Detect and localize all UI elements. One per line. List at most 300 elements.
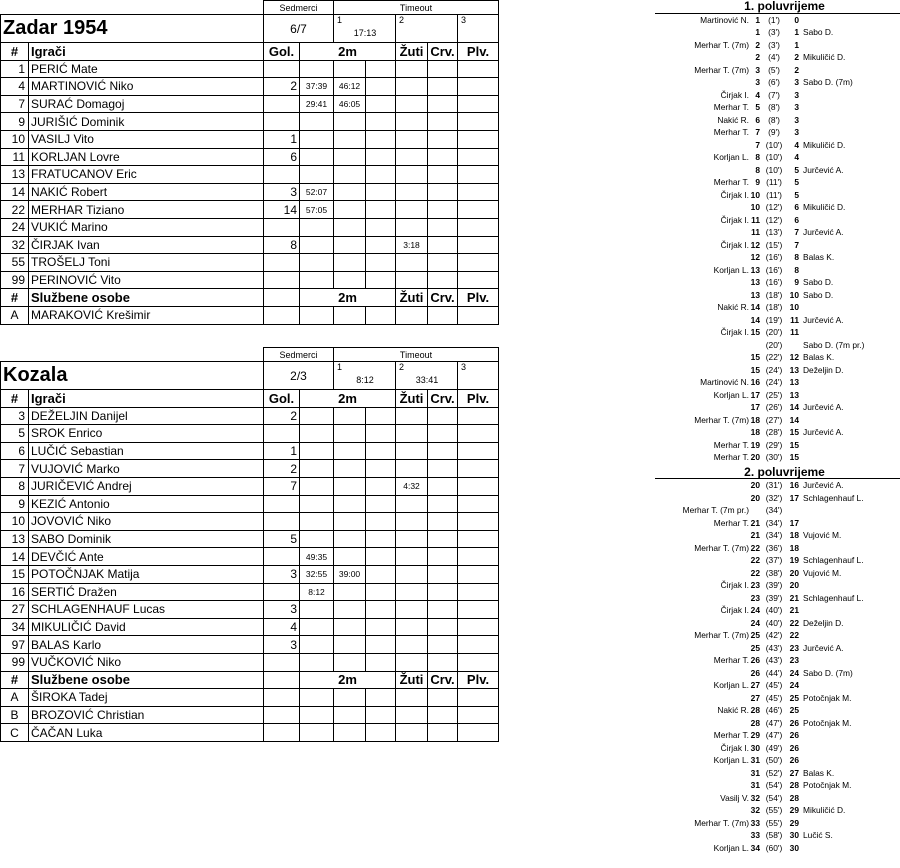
red-card [428, 636, 458, 654]
yellow-card [396, 218, 428, 236]
suspension-3 [366, 495, 396, 513]
player-goals [264, 95, 300, 113]
event-minute: (16') [765, 277, 783, 287]
player-goals: 1 [264, 130, 300, 148]
event-away-score: 17 [789, 517, 799, 528]
event-minute: (49') [765, 742, 783, 753]
timeout-number: 1 [337, 15, 343, 25]
red-card [428, 407, 458, 425]
event-home-scorer: Merhar T. [713, 730, 749, 740]
event-away-scorer: Vujović M. [803, 567, 842, 578]
yellow-card: 3:18 [396, 236, 428, 254]
event-row [655, 164, 900, 177]
yellow-card [396, 113, 428, 131]
event-home-score: 33 [750, 830, 760, 840]
player-number: 10 [1, 130, 29, 148]
yellow-card [396, 166, 428, 184]
player-name: FRATUCANOV Eric [29, 166, 264, 184]
event-minute: (54') [765, 792, 783, 803]
event-row [655, 451, 900, 464]
event-home-scorer: Merhar T. (7m) [694, 817, 749, 828]
event-home-scorer: Merhar T. (7m) [694, 630, 749, 640]
player-number: 16 [1, 583, 29, 601]
event-row [655, 214, 900, 227]
red-card [428, 548, 458, 566]
suspension-2 [334, 407, 366, 425]
suspension-3 [366, 130, 396, 148]
event-home-scorer: Korljan L. [713, 389, 749, 400]
suspension-3 [366, 271, 396, 289]
event-away-score: 18 [789, 542, 799, 553]
event-home-score: 8 [755, 152, 760, 162]
suspension-2 [334, 218, 366, 236]
suspension-2 [334, 60, 366, 78]
event-home-score: 20 [750, 492, 760, 503]
player-row [1, 78, 499, 96]
event-away-scorer: Potočnjak M. [803, 780, 852, 790]
suspension-1 [300, 442, 334, 460]
yellow-card [396, 148, 428, 166]
player-row [1, 271, 499, 289]
event-home-score: 2 [755, 39, 760, 50]
blue-card [458, 218, 499, 236]
blue-card [458, 254, 499, 272]
suspension-1 [300, 530, 334, 548]
event-home-scorer: Merhar T. [713, 452, 749, 462]
timeout-number: 3 [461, 15, 467, 25]
player-goals: 2 [264, 78, 300, 96]
player-goals: 5 [264, 530, 300, 548]
event-home-score: 12 [750, 239, 760, 250]
event-home-score: 14 [750, 314, 760, 325]
red-card [428, 130, 458, 148]
red-card [428, 271, 458, 289]
suspension-3 [366, 513, 396, 531]
player-goals [264, 166, 300, 184]
event-home-score: 15 [750, 352, 760, 362]
col-blue: Plv. [458, 671, 499, 689]
suspension-1: 57:05 [300, 201, 334, 219]
col-yellow: Žuti [396, 390, 428, 408]
event-minute: (10') [765, 164, 783, 175]
suspension-1 [300, 618, 334, 636]
suspension-3 [366, 183, 396, 201]
player-goals [264, 60, 300, 78]
col-num: # [1, 671, 29, 689]
suspension-1 [300, 425, 334, 443]
yellow-card [396, 530, 428, 548]
timeout-number: 3 [461, 362, 467, 372]
official-row [1, 706, 499, 724]
event-away-score: 27 [789, 767, 799, 778]
event-row [655, 592, 900, 605]
event-row [655, 617, 900, 630]
event-minute: (7') [768, 89, 780, 100]
event-minute: (16') [765, 264, 783, 275]
yellow-card [396, 618, 428, 636]
player-goals [264, 254, 300, 272]
suspension-3 [366, 583, 396, 601]
event-row [655, 554, 900, 567]
player-number: 34 [1, 618, 29, 636]
suspension-3 [366, 548, 396, 566]
yellow-card [396, 60, 428, 78]
event-minute: (42') [765, 630, 783, 640]
event-home-score: 26 [750, 655, 760, 665]
event-away-scorer: Schlagenhauf L. [803, 592, 864, 603]
col-num: # [1, 43, 29, 61]
yellow-card [396, 548, 428, 566]
col-red: Crv. [428, 289, 458, 307]
event-home-score: 19 [750, 439, 760, 450]
event-home-scorer: Čirjak I. [720, 239, 749, 250]
sedmerci-value: 6/7 [264, 15, 334, 43]
event-minute: (26') [765, 402, 783, 412]
col-2min: 2m [300, 289, 396, 307]
event-minute: (39') [765, 592, 783, 603]
event-minute: (43') [765, 655, 783, 665]
player-name: DEVČIĆ Ante [29, 548, 264, 566]
blue-card [458, 477, 499, 495]
blue-card [458, 495, 499, 513]
suspension-1 [300, 495, 334, 513]
event-minute: (31') [765, 480, 783, 490]
suspension-3 [366, 113, 396, 131]
player-name: ČIRJAK Ivan [29, 236, 264, 254]
event-row [655, 492, 900, 505]
blue-card [458, 513, 499, 531]
event-away-score: 8 [794, 264, 799, 275]
col-red: Crv. [428, 43, 458, 61]
event-row [655, 579, 900, 592]
col-2min: 2m [300, 43, 396, 61]
suspension-3 [366, 254, 396, 272]
event-minute: (3') [768, 27, 780, 37]
half-title: 2. poluvrijeme [655, 466, 900, 480]
event-away-score: 26 [789, 730, 799, 740]
player-row [1, 130, 499, 148]
event-row [655, 76, 900, 89]
event-away-score: 6 [794, 202, 799, 212]
event-away-score: 29 [789, 817, 799, 828]
player-goals: 3 [264, 565, 300, 583]
event-away-scorer: Sabo D. [803, 289, 834, 300]
red-card [428, 513, 458, 531]
event-minute: (10') [765, 139, 783, 150]
blue-card [458, 601, 499, 619]
player-row [1, 636, 499, 654]
official-letter: A [1, 689, 29, 707]
event-home-score: 1 [755, 27, 760, 37]
red-card [428, 60, 458, 78]
player-goals [264, 513, 300, 531]
event-home-score: 1 [755, 14, 760, 25]
event-row [655, 364, 900, 377]
blue-card [458, 130, 499, 148]
suspension-2 [334, 601, 366, 619]
event-away-score: 25 [789, 692, 799, 703]
event-home-score: 24 [750, 617, 760, 628]
event-row [655, 326, 900, 339]
event-away-scorer: Deželjin D. [803, 364, 844, 375]
event-home-score: 13 [750, 277, 760, 287]
player-row [1, 95, 499, 113]
suspension-2 [334, 548, 366, 566]
yellow-card [396, 425, 428, 443]
blue-card [458, 271, 499, 289]
event-minute: (20') [765, 339, 783, 350]
event-home-score: 33 [750, 817, 760, 828]
player-row [1, 565, 499, 583]
player-number: 14 [1, 183, 29, 201]
event-home-score: 6 [755, 114, 760, 125]
suspension-1 [300, 236, 334, 254]
event-home-scorer: Merhar T. [713, 517, 749, 528]
event-row [655, 251, 900, 264]
blue-card [458, 636, 499, 654]
yellow-card [396, 601, 428, 619]
suspension-3 [366, 565, 396, 583]
timeout-time: 17:13 [353, 28, 377, 38]
event-row [655, 642, 900, 655]
player-row [1, 113, 499, 131]
event-home-scorer: Nakić R. [717, 705, 749, 715]
player-row [1, 60, 499, 78]
player-name: LUČIĆ Sebastian [29, 442, 264, 460]
suspension-1 [300, 254, 334, 272]
red-card [428, 495, 458, 513]
red-card [428, 95, 458, 113]
blue-card [458, 166, 499, 184]
event-row [655, 792, 900, 805]
event-minute: (9') [768, 127, 780, 137]
event-away-score: 4 [794, 152, 799, 162]
player-goals: 3 [264, 636, 300, 654]
event-minute: (10') [765, 152, 783, 162]
suspension-2 [334, 183, 366, 201]
event-away-score: 1 [794, 39, 799, 50]
event-home-score: 15 [750, 327, 760, 337]
red-card [428, 477, 458, 495]
player-row [1, 530, 499, 548]
player-row [1, 601, 499, 619]
yellow-card [396, 583, 428, 601]
col-blue: Plv. [458, 390, 499, 408]
event-away-scorer: Jurčević A. [803, 402, 844, 412]
suspension-1 [300, 460, 334, 478]
event-away-score: 15 [789, 427, 799, 437]
player-number: 32 [1, 236, 29, 254]
event-home-score: 31 [750, 767, 760, 778]
suspension-3 [366, 601, 396, 619]
event-row [655, 704, 900, 717]
suspension-1 [300, 218, 334, 236]
event-away-score: 22 [789, 630, 799, 640]
event-minute: (36') [765, 542, 783, 553]
player-row [1, 425, 499, 443]
event-away-score: 30 [789, 830, 799, 840]
event-home-scorer: Merhar T. [713, 177, 749, 187]
event-row [655, 767, 900, 780]
event-away-score: 24 [789, 667, 799, 678]
official-name: MARAKOVIĆ Krešimir [29, 306, 264, 324]
event-row [655, 842, 900, 855]
event-home-scorer: Vasilj V. [720, 792, 749, 803]
timeout-number: 2 [399, 362, 405, 372]
col-2min: 2m [300, 671, 396, 689]
event-minute: (20') [765, 327, 783, 337]
event-home-score: 21 [750, 530, 760, 540]
event-away-scorer: Mikuličić D. [803, 139, 846, 150]
blue-card [458, 113, 499, 131]
red-card [428, 425, 458, 443]
timeout-1 [334, 15, 396, 43]
suspension-2 [334, 583, 366, 601]
event-minute: (6') [768, 77, 780, 87]
event-minute: (12') [765, 202, 783, 212]
event-minute: (24') [765, 377, 783, 387]
player-number: 13 [1, 530, 29, 548]
event-home-score: 10 [750, 189, 760, 200]
suspension-3 [366, 78, 396, 96]
event-home-scorer: Čirjak I. [720, 214, 749, 225]
event-home-score: 23 [750, 580, 760, 590]
event-away-score: 14 [789, 414, 799, 425]
player-name: NAKIĆ Robert [29, 183, 264, 201]
player-row [1, 460, 499, 478]
blue-card [458, 653, 499, 671]
event-row [655, 389, 900, 402]
suspension-1: 32:55 [300, 565, 334, 583]
suspension-1: 29:41 [300, 95, 334, 113]
event-minute: (45') [765, 680, 783, 690]
red-card [428, 530, 458, 548]
event-row [655, 742, 900, 755]
event-minute: (60') [765, 842, 783, 853]
event-away-score: 28 [789, 780, 799, 790]
red-card [428, 148, 458, 166]
red-card [428, 166, 458, 184]
suspension-3 [366, 636, 396, 654]
event-home-score: 21 [750, 517, 760, 528]
col-num: # [1, 289, 29, 307]
event-home-scorer: Korljan L. [713, 842, 749, 853]
yellow-card [396, 95, 428, 113]
team-0-scoresheet [0, 0, 499, 325]
player-name: VUČKOVIĆ Niko [29, 653, 264, 671]
player-name: VASILJ Vito [29, 130, 264, 148]
player-name: PERIĆ Mate [29, 60, 264, 78]
player-name: MIKULIČIĆ David [29, 618, 264, 636]
event-row [655, 176, 900, 189]
event-away-score: 5 [794, 189, 799, 200]
player-row [1, 236, 499, 254]
event-row [655, 817, 900, 830]
col-yellow: Žuti [396, 43, 428, 61]
suspension-1 [300, 407, 334, 425]
player-row [1, 218, 499, 236]
official-letter: C [1, 724, 29, 742]
event-away-score: 23 [789, 655, 799, 665]
suspension-2 [334, 236, 366, 254]
event-row [655, 26, 900, 39]
event-row [655, 401, 900, 414]
event-home-score: 20 [750, 480, 760, 490]
event-away-score: 26 [789, 742, 799, 753]
suspension-2 [334, 477, 366, 495]
event-minute: (27') [765, 414, 783, 425]
player-name: TROŠELJ Toni [29, 254, 264, 272]
event-away-scorer: Balas K. [803, 252, 835, 262]
event-home-score: 18 [750, 414, 760, 425]
event-row [655, 504, 900, 517]
suspension-2 [334, 130, 366, 148]
event-away-scorer: Mikuličić D. [803, 805, 846, 815]
event-row [655, 139, 900, 152]
event-home-scorer: Korljan L. [713, 680, 749, 690]
event-home-score: 25 [750, 630, 760, 640]
player-goals [264, 218, 300, 236]
event-home-scorer: Korljan L. [713, 264, 749, 275]
player-number: 9 [1, 113, 29, 131]
event-row [655, 301, 900, 314]
suspension-1 [300, 148, 334, 166]
event-away-score: 3 [794, 114, 799, 125]
blue-card [458, 78, 499, 96]
event-minute: (34') [765, 530, 783, 540]
event-minute: (16') [765, 252, 783, 262]
event-row [655, 289, 900, 302]
event-minute: (58') [765, 830, 783, 840]
event-minute: (46') [765, 705, 783, 715]
suspension-2 [334, 530, 366, 548]
timeout-number: 1 [337, 362, 343, 372]
event-home-score: 9 [755, 177, 760, 187]
red-card [428, 442, 458, 460]
suspension-2 [334, 271, 366, 289]
timeout-2 [396, 362, 458, 390]
event-away-score: 16 [789, 480, 799, 490]
player-name: JOVOVIĆ Niko [29, 513, 264, 531]
player-goals: 3 [264, 183, 300, 201]
player-number: 55 [1, 254, 29, 272]
player-goals: 3 [264, 601, 300, 619]
event-row [655, 264, 900, 277]
col-players: Igrači [29, 390, 264, 408]
timeout-label: Timeout [334, 348, 499, 362]
timeout-1 [334, 362, 396, 390]
suspension-2 [334, 113, 366, 131]
player-goals [264, 113, 300, 131]
event-row [655, 14, 900, 27]
player-row [1, 495, 499, 513]
event-away-score: 5 [794, 164, 799, 175]
player-number: 3 [1, 407, 29, 425]
event-minute: (38') [765, 567, 783, 578]
player-row [1, 148, 499, 166]
official-row [1, 689, 499, 707]
yellow-card [396, 407, 428, 425]
yellow-card [396, 653, 428, 671]
player-number: 9 [1, 495, 29, 513]
event-minute: (40') [765, 617, 783, 628]
event-home-score: 27 [750, 692, 760, 703]
event-minute: (45') [765, 692, 783, 703]
event-home-scorer: Merhar T. [713, 102, 749, 112]
player-number: 7 [1, 460, 29, 478]
player-number: 8 [1, 477, 29, 495]
timeout-2 [396, 15, 458, 43]
